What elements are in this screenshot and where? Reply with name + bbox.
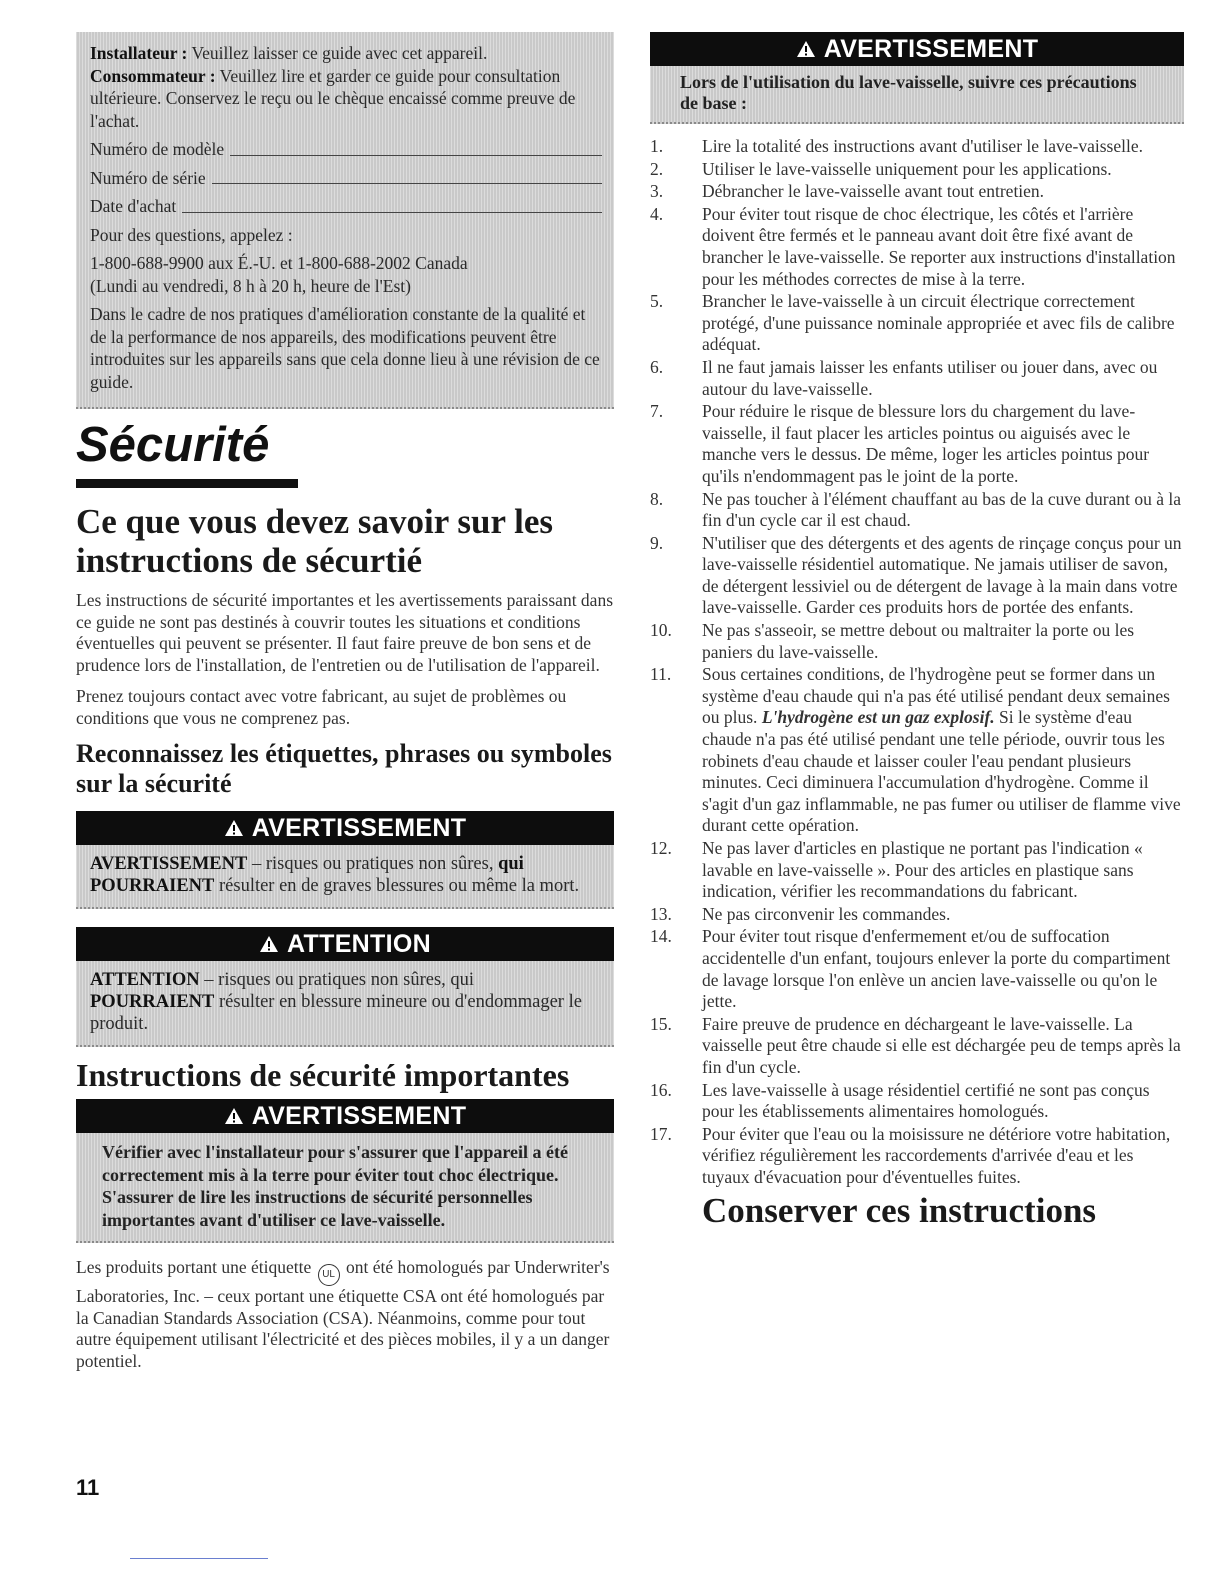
heading-important: Instructions de sécurité importantes	[76, 1057, 570, 1093]
warning-bar	[76, 811, 614, 845]
rule-number: 3.	[650, 181, 664, 202]
rule-text: Pour réduire le risque de blessure lors du chargement du lave-vaisselle, il faut placer les articles pointus ou aiguisés avec le manche vers le dessus. De même, loger les articles pointus pour qu'ils n'endommagent pas le joint de la porte.	[702, 401, 1150, 486]
warning-title: AVERTISSEMENT	[251, 814, 467, 842]
warning-triangle-icon	[224, 819, 244, 837]
left-column	[76, 32, 614, 1372]
usage-warning-subtitle: Lors de l'utilisation du lave-vaisselle, suivre ces précautions de base :	[650, 66, 1184, 124]
closing-heading: Conserver ces instructions	[702, 1190, 1097, 1230]
right-column	[650, 32, 1184, 1231]
rule-item	[650, 159, 1184, 181]
para-intro: Les instructions de sécurité importantes et les avertissements paraissant dans ce guide ne sont pas destinés à couvrir toutes les situations et conditions éventuelles qui peuvent se présenter. Il faut faire preuve de bon sens et de prudence lors de l'installation, de l'entretien ou de l'utilisation de l'appareil.	[76, 590, 614, 675]
rule-text: N'utiliser que des détergents et des agents de rinçage conçus pour un lave-vaisselle résidentiel automatique. Ne jamais utiliser de savon, de détergent lessiviel ou de détergent de lavage à la main dans votre lave-vaisselle. Garder ces produits hors de portée des enfants.	[702, 532, 1182, 618]
rule-text: Débrancher le lave-vaisselle avant tout entretien.	[702, 181, 1045, 202]
attention-text-2: résulter en blessure mineure ou d'endommager le produit.	[90, 992, 582, 1034]
consumer-label: Consommateur :	[90, 65, 216, 86]
attention-term-2: POURRAIENT	[90, 992, 215, 1012]
attention-text-1: – risques ou pratiques non sûres, qui	[199, 970, 475, 990]
warning-box	[76, 811, 614, 909]
title-rule	[76, 479, 298, 488]
rule-text: Lire la totalité des instructions avant d'utiliser le lave-vaisselle.	[702, 136, 1144, 156]
rule-number: 12.	[650, 838, 672, 858]
rule-text: Les lave-vaisselle à usage résidentiel certifié ne sont pas conçus pour les établissements alimentaires homologués.	[702, 1079, 1150, 1122]
para-contact: Prenez toujours contact avec votre fabricant, au sujet de problèmes ou conditions que vous ne comprenez pas.	[76, 686, 567, 728]
ground-warning-box	[76, 1099, 614, 1243]
rule-text	[702, 664, 1184, 837]
rule-number: 13.	[650, 903, 672, 924]
rule-text-part: Sous certaines conditions, de l'hydrogène peut se former dans un système d'eau chaude qui n'a pas été utilisé pendant deux semaines ou plus.	[702, 664, 1170, 728]
heading-know: Ce que vous devez savoir sur les instructions de sécurtié	[76, 502, 554, 580]
page-number: 11	[76, 1475, 100, 1500]
rule-text: Ne pas circonvenir les commandes.	[702, 903, 951, 924]
rule-text: Faire preuve de prudence en déchargeant le lave-vaisselle. La vaisselle peut être chaude si elle est déchargée peu de temps après la fin d'un cycle.	[702, 1013, 1181, 1077]
rule-item	[650, 926, 1184, 1012]
purchase-date-line	[182, 212, 602, 213]
rule-item	[650, 664, 1184, 837]
rule-item	[650, 204, 1184, 290]
warning-text-1: – risques ou pratiques non sûres,	[247, 854, 499, 874]
hours-line: (Lundi au vendredi, 8 h à 20 h, heure de l'Est)	[90, 275, 411, 296]
rule-number: 11.	[650, 664, 672, 685]
rule-item	[650, 401, 1184, 487]
warning-triangle-icon	[259, 935, 279, 953]
warning-term-2: qui POURRAIENT	[90, 854, 524, 896]
owner-info-box	[76, 32, 614, 409]
questions-label: Pour des questions, appelez :	[90, 224, 293, 245]
usage-warning-title: AVERTISSEMENT	[823, 35, 1039, 63]
attention-bar	[76, 927, 614, 961]
model-number-row	[90, 138, 602, 161]
serial-number-label: Numéro de série	[90, 167, 206, 188]
rule-item	[650, 181, 1184, 203]
ground-warning-text: Vérifier avec l'installateur pour s'assurer que l'appareil a été correctement mis à la terre pour éviter tout choc électrique. S'assurer de lire les instructions de sécurité personnelles importantes avant d'utiliser ce lave-vaisselle.	[76, 1133, 614, 1243]
rule-text: Pour éviter que l'eau ou la moisissure ne détériore votre habitation, vérifiez régulièrement les raccordements d'arrivée d'eau et les tuyaux d'évacuation pour d'éventuelles fuites.	[702, 1123, 1171, 1187]
rule-text: Brancher le lave-vaisselle à un circuit électrique correctement protégé, d'une puissance nominale appropriée et avec fils de calibre adéquat.	[702, 291, 1175, 355]
ground-warning-bar	[76, 1099, 614, 1133]
rule-emphasis: L'hydrogène est un gaz explosif.	[761, 707, 995, 728]
rule-item	[650, 1014, 1184, 1079]
warning-term: AVERTISSEMENT	[90, 854, 248, 874]
para-ul	[76, 1257, 614, 1372]
rule-text: Ne pas laver d'articles en plastique ne portant pas l'indication « lavable en lave-vaisselle ». Pour des articles en plastique sans indication, vérifier les recommandations du fabricant.	[702, 838, 1143, 902]
rule-text: Pour éviter tout risque de choc électrique, les côtés et l'arrière doivent être fermés et le panneau avant doit être fixé avant de brancher le lave-vaisselle. Se reporter aux instructions d'installation pour les méthodes correctes de mise à la terre.	[702, 203, 1176, 289]
rule-text: Ne pas toucher à l'élément chauffant au bas de la cuve durant ou à la fin d'un cycle car il est chaud.	[702, 488, 1182, 531]
purchase-date-row	[90, 195, 602, 218]
rule-number: 7.	[650, 401, 664, 422]
rule-text: Ne pas s'asseoir, se mettre debout ou maltraiter la porte ou les paniers du lave-vaisselle.	[702, 620, 1135, 662]
usage-warning-bar	[650, 32, 1184, 66]
warning-triangle-icon	[224, 1107, 244, 1125]
para-ul-start: Les produits portant une étiquette	[76, 1257, 316, 1277]
warning-text-2: résulter en de graves blessures ou même la mort.	[214, 876, 580, 896]
rule-item	[650, 533, 1184, 619]
attention-title: ATTENTION	[287, 930, 431, 958]
rule-item	[650, 1124, 1184, 1189]
rule-item	[650, 357, 1184, 400]
rule-item	[650, 904, 1184, 926]
rule-number: 8.	[650, 488, 664, 509]
para-ul-end: ont été homologués par Underwriter's Laboratories, Inc. – ceux portant une étiquette CSA ont été homologués par la Canadian Standards Association (CSA). Néanmoins, comme pour tout autre équipement utilisant l'électricité et des pièces mobiles, il y a un danger potentiel.	[76, 1257, 610, 1371]
rule-number: 10.	[650, 620, 672, 641]
warning-triangle-icon	[796, 40, 816, 58]
serial-number-line	[212, 183, 602, 184]
rule-text: Utiliser le lave-vaisselle uniquement pour les applications.	[702, 158, 1112, 179]
rule-item	[650, 489, 1184, 532]
rule-number: 6.	[650, 356, 664, 377]
serial-number-row	[90, 167, 602, 190]
attention-term: ATTENTION	[90, 970, 200, 990]
rule-number: 9.	[650, 532, 664, 553]
rule-item	[650, 620, 1184, 663]
rule-number: 2.	[650, 158, 664, 179]
rule-item	[650, 136, 1184, 158]
ground-warning-title: AVERTISSEMENT	[251, 1102, 467, 1130]
improvement-text: Dans le cadre de nos pratiques d'amélioration constante de la qualité et de la performance de nos appareils, des modifications peuvent être introduites sur les appareils sans que cela donne lieu à une révision de ce guide.	[90, 304, 600, 392]
rule-number: 1.	[650, 136, 664, 156]
rule-item	[650, 291, 1184, 356]
footer-line	[130, 1558, 268, 1559]
rule-number: 16.	[650, 1079, 672, 1100]
rule-text: Il ne faut jamais laisser les enfants utiliser ou jouer dans, avec ou autour du lave-vaisselle.	[702, 356, 1158, 399]
rule-number: 14.	[650, 926, 672, 947]
installer-text: Veuillez laisser ce guide avec cet appareil.	[191, 43, 488, 63]
warning-text	[76, 845, 614, 909]
rule-text-part: Si le système d'eau chaude n'a pas été utilisé pendant une telle période, ouvrir tous les robinets d'eau chaude et laisser couler l'eau pendant plusieurs minutes. Ceci diminuera l'accumulation d'hydrogène. Comme il s'agit d'un gaz inflammable, ne pas fumer ou utiliser de flamme vive durant cette opération.	[702, 707, 1181, 836]
purchase-date-label: Date d'achat	[90, 196, 177, 216]
rule-number: 5.	[650, 291, 664, 312]
safety-rules-list	[650, 136, 1184, 1189]
attention-text	[76, 961, 614, 1047]
rule-number: 15.	[650, 1013, 672, 1034]
rule-text: Pour éviter tout risque d'enfermement et/ou de suffocation accidentelle d'un enfant, toujours enlever la porte du compartiment de lavage lorsque l'on enlève un ancien lave-vaisselle ou qu'on le jette.	[702, 926, 1171, 1012]
usage-warning-box	[650, 32, 1184, 124]
rule-number: 4.	[650, 203, 664, 224]
heading-recognize: Reconnaissez les étiquettes, phrases ou symboles sur la sécurité	[76, 739, 612, 798]
model-number-label: Numéro de modèle	[90, 139, 225, 159]
installer-label: Installateur :	[90, 43, 188, 63]
section-title: Sécurité	[76, 418, 270, 472]
rule-item	[650, 1080, 1184, 1123]
rule-item	[650, 838, 1184, 903]
rule-number: 17.	[650, 1123, 672, 1144]
phone-line: 1-800-688-9900 aux É.-U. et 1-800-688-2002 Canada	[90, 253, 468, 273]
ul-listed-icon: UL	[318, 1264, 340, 1286]
model-number-line	[230, 155, 602, 156]
attention-box	[76, 927, 614, 1047]
consumer-text: Veuillez lire et garder ce guide pour consultation ultérieure. Conservez le reçu ou le chèque encaissé comme preuve de l'achat.	[90, 65, 576, 131]
